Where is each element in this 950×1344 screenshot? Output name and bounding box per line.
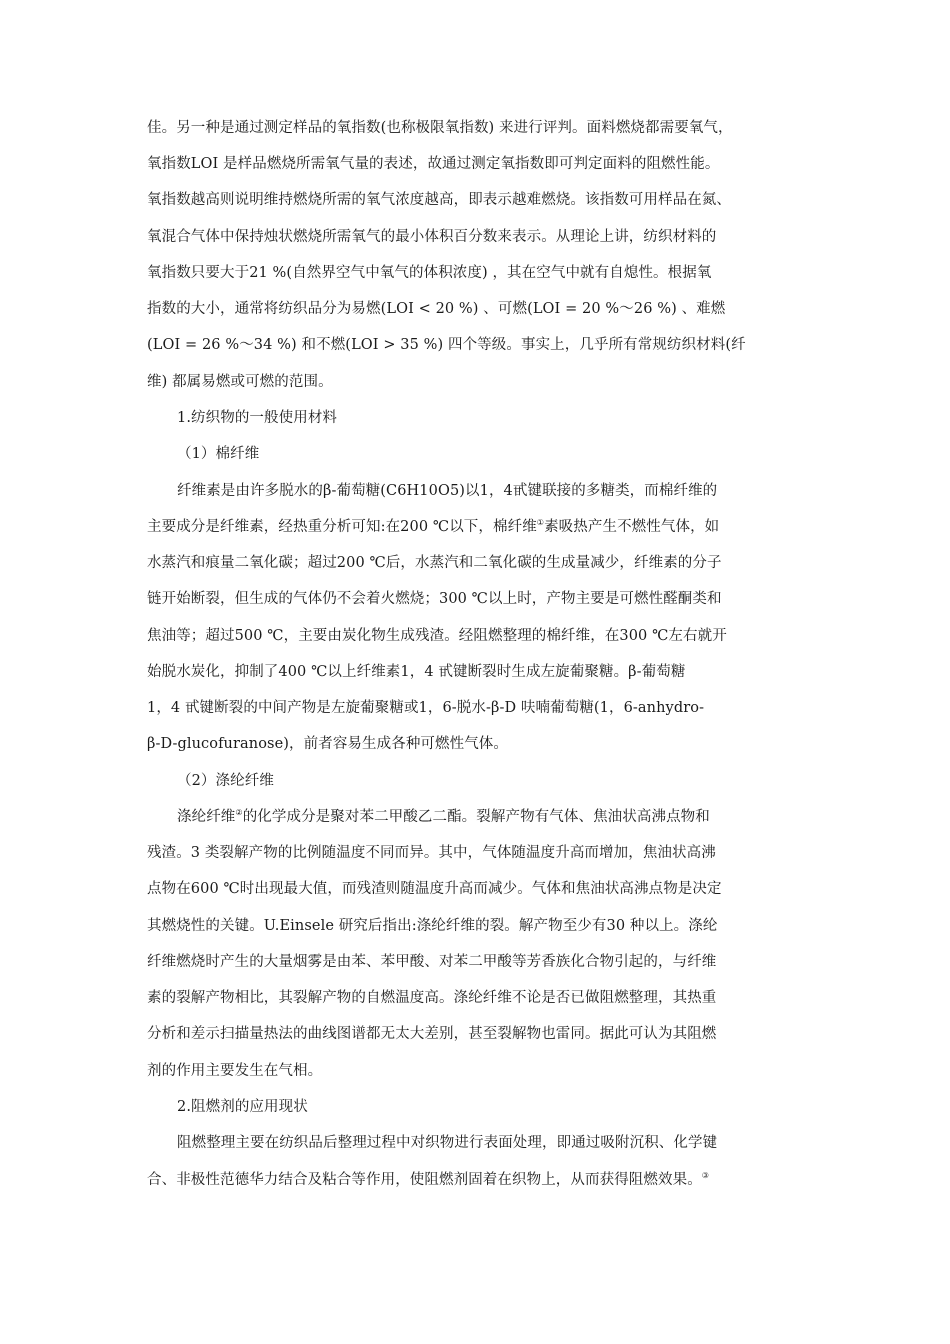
text-line: 氧指数越高则说明维持燃烧所需的氧气浓度越高，即表示越难燃烧。该指数可用样品在氮、 (147, 192, 731, 208)
text-line (177, 807, 710, 827)
text-line: 1，4 甙键断裂的中间产物是左旋葡聚糖或1，6-脱水-β-D 呋喃葡萄糖(1，6-anhydro- (147, 700, 705, 716)
subsection-heading: （2）涤纶纤维 (177, 773, 274, 789)
text-line: 纤维燃烧时产生的大量烟雾是由苯、苯甲酸、对苯二甲酸等芳香族化合物引起的，与纤维 (147, 954, 717, 970)
subsection-heading: （1）棉纤维 (177, 446, 260, 462)
text-segment: 涤纶纤维 (177, 809, 236, 825)
text-line: 水蒸汽和痕量二氧化碳；超过200 ℃后，水蒸汽和二氧化碳的生成量减少，纤维素的分子 (147, 555, 722, 571)
text-line: 氧指数只要大于21 %(自然界空气中氧气的体积浓度) ，其在空气中就有自熄性。根据氧 (147, 265, 712, 281)
text-line: 阻燃整理主要在纺织品后整理过程中对织物进行表面处理，即通过吸附沉积、化学键 (177, 1135, 718, 1151)
text-line (147, 1170, 709, 1190)
text-line: 剂的作用主要发生在气相。 (147, 1063, 323, 1079)
text-line: 氧指数LOI 是样品燃烧所需氧气量的表述，故通过测定氧指数即可判定面料的阻燃性能。 (147, 156, 720, 172)
text-line: 点物在600 ℃时出现最大值，而残渣则随温度升高而减少。气体和焦油状高沸点物是决定 (147, 881, 722, 897)
text-line: 分析和差示扫描量热法的曲线图谱都无太大差别，甚至裂解物也雷同。据此可认为其阻燃 (147, 1026, 717, 1042)
text-line: β-D-glucofuranose)，前者容易生成各种可燃性气体。 (147, 736, 509, 752)
section-heading: 1.纺织物的一般使用材料 (177, 410, 338, 426)
text-line: 残渣。3 类裂解产物的比例随温度不同而异。其中，气体随温度升高而增加，焦油状高沸 (147, 845, 716, 861)
footnote-marker: ③ (701, 1171, 710, 1181)
text-line: 素的裂解产物相比，其裂解产物的自燃温度高。涤纶纤维不论是否已做阻燃整理，其热重 (147, 990, 717, 1006)
text-segment: 的化学成分是聚对苯二甲酸乙二酯。裂解产物有气体、焦油状高沸点物和 (242, 809, 710, 825)
text-line: 纤维素是由许多脱水的β-葡萄糖(C6H10O5)以1，4甙键联接的多糖类，而棉纤维的 (177, 483, 718, 499)
text-segment: 素吸热产生不燃性气体，如 (544, 519, 720, 535)
footnote-marker: ① (536, 518, 545, 528)
text-line: 链开始断裂，但生成的气体仍不会着火燃烧；300 ℃以上时，产物主要是可燃性醛酮类和 (147, 591, 722, 607)
section-heading: 2.阻燃剂的应用现状 (177, 1099, 308, 1115)
text-line: 焦油等；超过500 ℃，主要由炭化物生成残渣。经阻燃整理的棉纤维，在300 ℃左右就开 (147, 628, 727, 644)
text-segment: 合、非极性范德华力结合及粘合等作用，使阻燃剂固着在织物上，从而获得阻燃效果。 (147, 1172, 702, 1188)
text-line (147, 517, 719, 537)
text-line: 始脱水炭化，抑制了400 ℃以上纤维素1，4 甙键断裂时生成左旋葡聚糖。β-葡萄糖 (147, 664, 686, 680)
text-segment: 主要成分是纤维素，经热重分析可知:在200 ℃以下，棉纤维 (147, 519, 537, 535)
text-line: (LOI = 26 %～34 %) 和不燃(LOI > 35 %) 四个等级。事实上，几乎所有常规纺织材料(纤 (147, 337, 746, 353)
text-line: 指数的大小，通常将纺织品分为易燃(LOI < 20 %) 、可燃(LOI = 20 %～26 %) 、难燃 (147, 301, 726, 317)
text-line: 氧混合气体中保持烛状燃烧所需氧气的最小体积百分数来表示。从理论上讲，纺织材料的 (147, 229, 717, 245)
text-line: 维) 都属易燃或可燃的范围。 (147, 374, 333, 390)
text-line: 其燃烧性的关键。U.Einsele 研究后指出:涤纶纤维的裂。解产物至少有30 种以上。涤纶 (147, 918, 718, 934)
footnote-marker: ② (235, 808, 243, 818)
text-line: 佳。另一种是通过测定样品的氧指数(也称极限氧指数) 来进行评判。面料燃烧都需要氧气， (147, 120, 733, 136)
